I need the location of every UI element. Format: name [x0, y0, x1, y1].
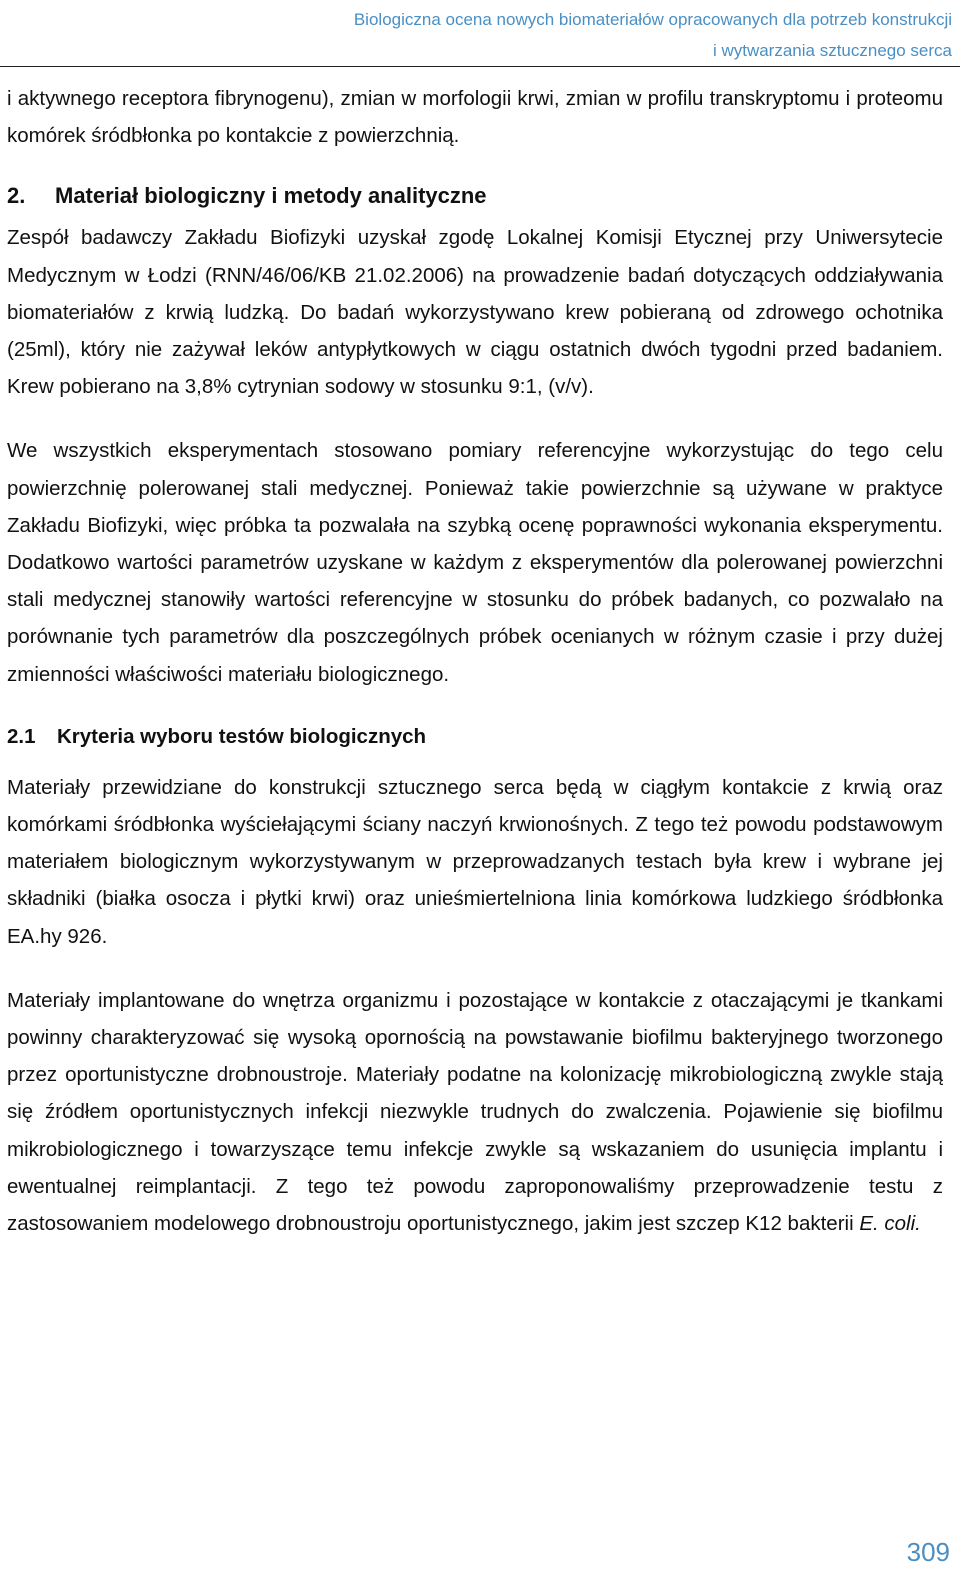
section-2-paragraph-1: Zespół badawczy Zakładu Biofizyki uzyskał zgodę Lokalnej Komisji Etycznej przy Uniwersytecie Medycznym w Łodzi (RNN/46/06/KB 21.02.2006) na prowadzenie badań dotyczących oddziaływania biomateriałów z krwią ludzką. Do badań wykorzystywano krew pobieraną od zdrowego ochotnika (25ml), który nie zażywał leków antypłytkowych w ciągu ostatnich dwóch tygodni przed badaniem. Krew pobierano na 3,8% cytrynian sodowy w stosunku 9:1, (v/v). [7, 226, 943, 399]
section-2-number: 2. [7, 183, 26, 209]
continuation-paragraph: i aktywnego receptora fibrynogenu), zmian w morfologii krwi, zmian w profilu transkryptomu i proteomu komórek śródbłonka po kontakcie z powierzchnią. [7, 87, 943, 148]
section-2-1-title: Kryteria wyboru testów biologicznych [57, 724, 427, 748]
running-header-line-2: i wytwarzania sztucznego serca [712, 41, 952, 60]
page-body [7, 80, 943, 1242]
section-2-heading [7, 179, 943, 213]
page-number: 309 [906, 1537, 950, 1567]
section-2-1-heading [7, 720, 943, 754]
section-2-title: Materiał biologiczny i metody analityczne [55, 183, 487, 209]
section-2-1-paragraph-2-text: Materiały implantowane do wnętrza organizmu i pozostające w kontakcie z otaczającymi je tkankami powinny charakteryzować się wysoką opornością na powstawanie biofilmu bakteryjnego tworzonego przez oportunistyczne drobnoustroje. Materiały podatne na kolonizację mikrobiologiczną zwykle stają się źródłem oportunistycznych infekcji niezwykle trudnych do zwalczenia. Pojawienie się biofilmu mikrobiologicznego i towarzyszące temu infekcje zwykle są wskazaniem do usunięcia implantu i ewentualnej reimplantacji. Z tego też powodu zaproponowaliśmy przeprowadzenie testu z zastosowaniem modelowego drobnoustroju oportunistycznego, jakim jest szczep K12 bakterii [7, 988, 943, 1236]
running-header [12, 4, 952, 66]
section-2-1-paragraph-1: Materiały przewidziane do konstrukcji sztucznego serca będą w ciągłym kontakcie z krwią oraz komórkami śródbłonka wyściełającymi ściany naczyń krwionośnych. Z tego też powodu podstawowym materiałem biologicznym wykorzystywanym w przeprowadzanych testach była krew i wybrane jej składniki (białka osocza i płytki krwi) oraz unieśmiertelniona linia komórkowa ludzkiego śródbłonka EA.hy 926. [7, 775, 943, 948]
running-header-line-1: Biologiczna ocena nowych biomateriałów opracowanych dla potrzeb konstrukcji [353, 10, 952, 29]
section-2-1-number: 2.1 [7, 724, 36, 748]
section-2-paragraph-2: We wszystkich eksperymentach stosowano pomiary referencyjne wykorzystując do tego celu powierzchnię polerowanej stali medycznej. Ponieważ takie powierzchnie są używane w praktyce Zakładu Biofizyki, więc próbka ta pozwalała na szybką ocenę poprawności wykonania eksperymentu. Dodatkowo wartości parametrów uzyskane w każdym z eksperymentów dla polerowanej powierzchni stali medycznej stanowiły wartości referencyjne w stosunku do próbek badanych, co pozwalało na porównanie tych parametrów dla poszczególnych próbek ocenianych w różnym czasie i przy dużej zmienności właściwości materiału biologicznego. [7, 439, 943, 686]
species-name: E. coli. [859, 1212, 921, 1236]
section-2-1-paragraph-2 [7, 982, 943, 1242]
header-divider [0, 66, 960, 67]
